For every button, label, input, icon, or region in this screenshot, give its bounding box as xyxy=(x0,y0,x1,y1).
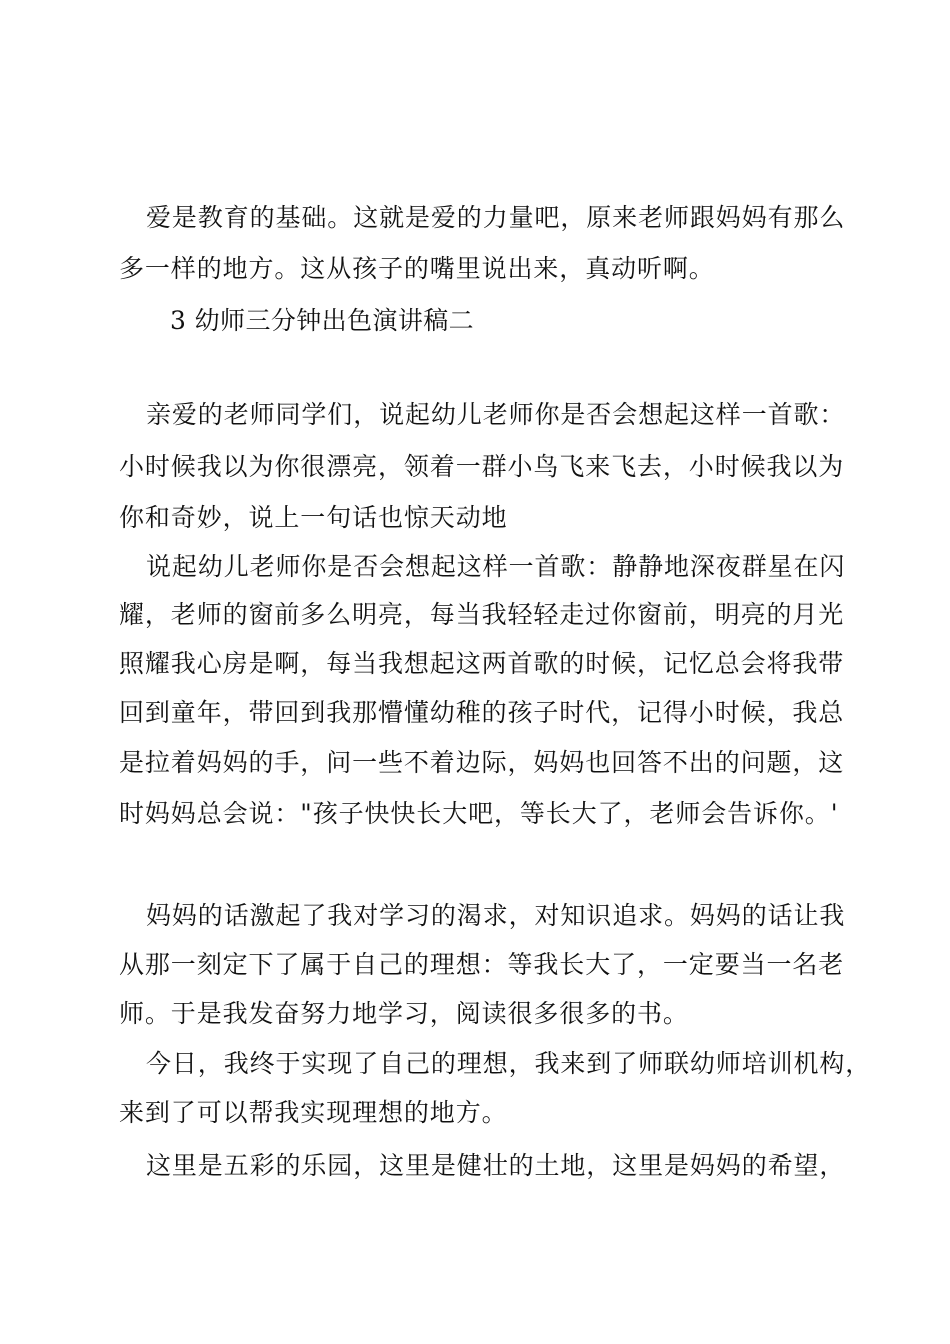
paragraph-2-line-3: 你和奇妙，说上一句话也惊天动地 xyxy=(119,503,508,532)
paragraph-5-line-2: 来到了可以帮我实现理想的地方。 xyxy=(119,1098,508,1127)
paragraph-3-line-3: 照耀我心房是啊，每当我想起这两首歌的时候，记忆总会将我带 xyxy=(119,649,845,678)
section-heading: 3 幼师三分钟出色演讲稿二 xyxy=(170,306,475,335)
paragraph-3-line-6: 时妈妈总会说："孩子快快长大吧，等长大了，老师会告诉你。' xyxy=(119,799,839,828)
paragraph-3-line-4: 回到童年，带回到我那懵懂幼稚的孩子时代，记得小时候，我总 xyxy=(119,698,845,727)
paragraph-2-line-1: 亲爱的老师同学们，说起幼儿老师你是否会想起这样一首歌： xyxy=(146,400,846,429)
paragraph-4-line-2: 从那一刻定下了属于自己的理想：等我长大了，一定要当一名老 xyxy=(119,950,845,979)
paragraph-4-line-1: 妈妈的话激起了我对学习的渴求，对知识追求。妈妈的话让我 xyxy=(146,901,846,930)
paragraph-2-line-2: 小时候我以为你很漂亮，领着一群小鸟飞来飞去，小时候我以为 xyxy=(119,452,845,481)
paragraph-6-line-1: 这里是五彩的乐园，这里是健壮的土地，这里是妈妈的希望， xyxy=(146,1151,846,1180)
paragraph-4-line-3: 师。于是我发奋努力地学习，阅读很多很多的书。 xyxy=(119,999,689,1028)
paragraph-3-line-5: 是拉着妈妈的手，问一些不着边际，妈妈也回答不出的问题，这 xyxy=(119,748,845,777)
paragraph-3-line-2: 耀，老师的窗前多么明亮，每当我轻轻走过你窗前，明亮的月光 xyxy=(119,600,845,629)
paragraph-5-line-1: 今日，我终于实现了自己的理想，我来到了师联幼师培训机构， xyxy=(146,1049,872,1078)
paragraph-1-line-1: 爱是教育的基础。这就是爱的力量吧，原来老师跟妈妈有那么 xyxy=(146,203,846,232)
paragraph-1-line-2: 多一样的地方。这从孩子的嘴里说出来，真动听啊。 xyxy=(119,254,715,283)
paragraph-3-line-1: 说起幼儿老师你是否会想起这样一首歌：静静地深夜群星在闪 xyxy=(146,552,846,581)
